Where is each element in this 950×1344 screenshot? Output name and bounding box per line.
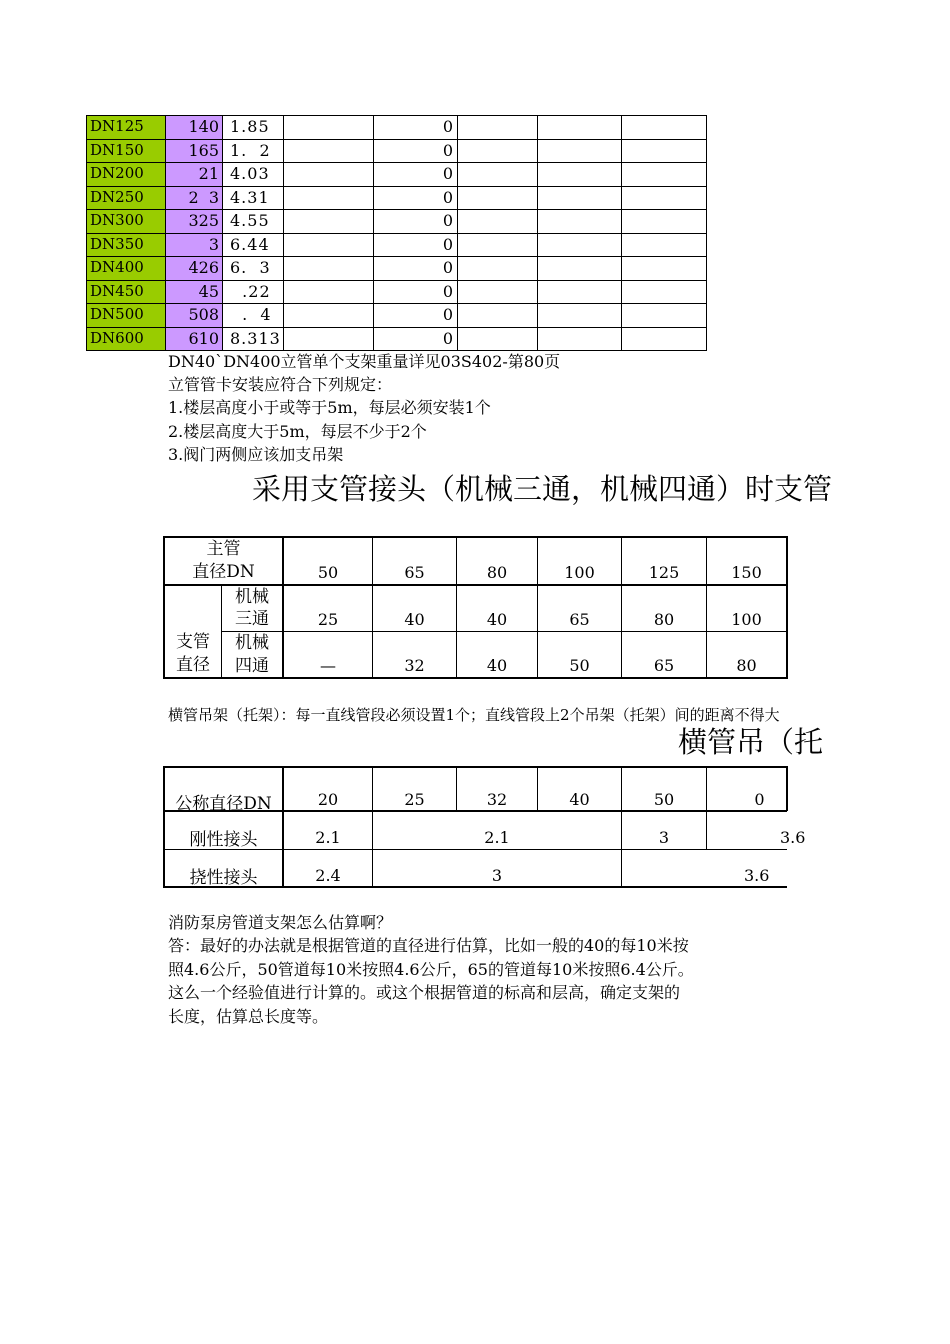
tee-value: 100: [731, 610, 762, 629]
tee-label-2: 三通: [235, 609, 269, 629]
weight-cell: .22: [230, 281, 271, 301]
dn-cell: DN500: [86, 303, 165, 327]
qty-cell: 0: [442, 328, 453, 348]
dn-cell: DN450: [86, 280, 165, 304]
main-pipe-value: 100: [564, 563, 595, 582]
note-line-3: 1.楼层高度小于或等于5m，每层必须安装1个: [168, 398, 491, 417]
main-pipe-value: 125: [648, 563, 680, 582]
tee-value: 40: [486, 610, 508, 629]
od-cell: 508: [165, 303, 222, 327]
cross-value: 80: [736, 656, 757, 675]
flex-joint-label: 挠性接头: [189, 868, 258, 888]
weight-cell: 1.85: [230, 117, 270, 136]
od-cell: 21: [165, 162, 222, 186]
cross-value: 32: [404, 656, 425, 675]
qty-cell: 0: [442, 234, 453, 254]
branch-table-title: 采用支管接头（机械三通，机械四通）时支管: [252, 472, 833, 506]
branch-pipe-header-1: 支管: [176, 632, 210, 652]
main-pipe-value: 150: [731, 563, 762, 582]
qa-question: 消防泵房管道支架怎么估算啊？: [168, 913, 393, 932]
dn-cell: DN250: [86, 186, 165, 210]
qty-cell: 0: [442, 258, 453, 277]
dn-cell: DN350: [86, 233, 165, 257]
hanger-dn-value: 20: [317, 790, 339, 809]
note-line-5: 3.阀门两侧应该加支吊架: [168, 445, 344, 464]
qty-cell: 0: [442, 187, 453, 207]
cross-value: 40: [486, 656, 508, 675]
cross-label-1: 机械: [235, 633, 269, 653]
rigid-joint-label: 刚性接头: [189, 830, 258, 850]
od-cell: 140: [165, 115, 222, 139]
tee-value: 40: [404, 610, 425, 629]
flex-value: 3: [491, 866, 503, 885]
cross-value: 50: [569, 656, 590, 675]
od-cell: 426: [165, 256, 222, 280]
od-cell: 45: [165, 280, 222, 304]
cross-value: 65: [653, 656, 675, 675]
qa-answer-line-4: 长度，估算总长度等。: [168, 1007, 329, 1026]
tee-value: 25: [317, 610, 339, 629]
weight-cell: 4.03: [230, 164, 270, 183]
tee-value: 80: [653, 610, 675, 629]
hanger-note: 横管吊架（托架）：每一直线管段必须设置1个；直线管段上2个吊架（托架）间的距离不得大: [168, 706, 780, 724]
weight-cell: 4.55: [230, 211, 270, 230]
dn-cell: DN600: [86, 327, 165, 351]
qa-answer-line-2: 照4.6公斤，50管道每10米按照4.6公斤，65的管道每10米按照6.4公斤。: [168, 960, 694, 979]
rigid-value: 2.1: [484, 828, 510, 847]
qty-cell: 0: [442, 211, 453, 230]
main-pipe-header-2: 直径DN: [192, 562, 255, 582]
weight-cell: 6.44: [230, 234, 270, 254]
rigid-value: 3.6: [780, 828, 806, 847]
branch-pipe-header-2: 直径: [176, 655, 210, 675]
tee-label-1: 机械: [235, 587, 269, 607]
cross-value: —: [320, 656, 336, 675]
od-cell: 165: [165, 139, 222, 163]
weight-cell: . 4: [230, 305, 272, 324]
hanger-dn-value: 50: [653, 790, 675, 809]
main-pipe-header-1: 主管: [206, 539, 241, 559]
hanger-dn-value: 40: [569, 790, 590, 809]
dn-cell: DN150: [86, 139, 165, 163]
rigid-value: 2.1: [315, 828, 341, 847]
qa-answer-line-3: 这么一个经验值进行计算的。或这个根据管道的标高和层高，确定支架的: [168, 983, 681, 1002]
dn-cell: DN200: [86, 162, 165, 186]
hanger-dn-value: 25: [404, 790, 425, 809]
main-pipe-value: 80: [486, 563, 508, 582]
weight-cell: 8.313: [230, 328, 281, 348]
flex-value: 3.6: [744, 866, 770, 885]
qa-answer-line-1: 答：最好的办法就是根据管道的直径进行估算，比如一般的40的每10米按: [168, 936, 689, 955]
cross-label-2: 四通: [235, 656, 269, 676]
dn-cell: DN300: [86, 209, 165, 233]
rigid-value: 3: [658, 828, 670, 847]
note-line-4: 2.楼层高度大于5m，每层不少于2个: [168, 422, 427, 441]
flex-value: 2.4: [315, 866, 341, 885]
weight-cell: 4.31: [230, 187, 270, 207]
qty-cell: 0: [442, 164, 453, 183]
note-line-2: 立管管卡安装应符合下列规定：: [168, 375, 393, 394]
hanger-header-label: 公称直径DN: [175, 794, 272, 814]
hanger-table-title: 横管吊（托: [678, 725, 824, 759]
qty-cell: 0: [442, 305, 453, 324]
note-line-1: DN40`DN400立管单个支架重量详见03S402-第80页: [168, 352, 561, 371]
dn-cell: DN125: [86, 115, 165, 139]
dn-cell: DN400: [86, 256, 165, 280]
weight-cell: 6. 3: [230, 258, 271, 277]
od-cell: 610: [165, 327, 222, 351]
qty-cell: 0: [442, 140, 453, 160]
qty-cell: 0: [442, 117, 453, 136]
hanger-dn-value: 32: [486, 790, 508, 809]
tee-value: 65: [569, 610, 590, 629]
od-cell: 325: [165, 209, 222, 233]
main-pipe-value: 50: [317, 563, 339, 582]
od-cell: 2 3: [165, 186, 222, 210]
main-pipe-value: 65: [404, 563, 425, 582]
weight-cell: 1. 2: [230, 140, 271, 160]
hanger-dn-value: 0: [754, 790, 765, 809]
od-cell: 3: [165, 233, 222, 257]
qty-cell: 0: [442, 281, 453, 301]
